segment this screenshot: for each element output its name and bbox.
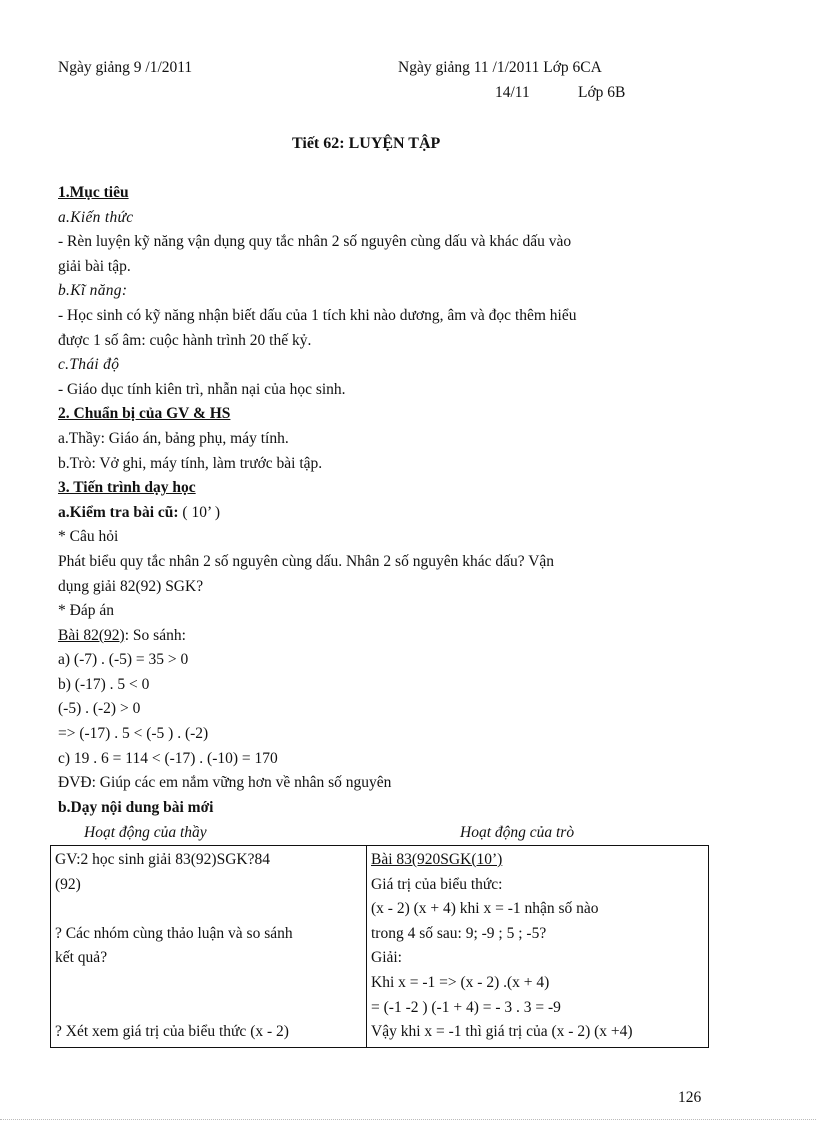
teacher-line [55,897,362,922]
teacher-column-header: Hoạt động của thầy [84,824,207,841]
review-heading-line [58,501,718,526]
new-lesson-heading: b.Dạy nội dung bài mới [58,798,214,816]
teacher-line [55,971,362,996]
footer-divider [0,1119,816,1120]
skills-text-1: - Học sinh có kỹ năng nhận biết dấu của 1 tích khi nào dương, âm và đọc thêm hiểu [58,306,577,324]
student-line: Vậy khi x = -1 thì giá trị của (x - 2) (x +4) [371,1023,633,1041]
knowledge-text-2: giải bài tập. [58,257,131,275]
attitude-label: c.Thái độ [58,356,120,374]
student-activity-cell [367,846,709,1048]
teacher-line: ? Xét xem giá trị của biểu thức (x - 2) [55,1023,289,1041]
question-label: * Câu hỏi [58,528,119,546]
skills-text-2: được 1 số âm: cuộc hành trình 20 thế kỷ. [58,331,312,349]
student-line: trong 4 số sau: 9; -9 ; 5 ; -5? [371,924,547,942]
activity-column-headers [50,821,708,845]
teacher-line: (92) [55,875,81,893]
question-text-2: dụng giải 82(92) SGK? [58,577,204,595]
exercise-line [58,624,718,649]
question-text-1: Phát biểu quy tắc nhân 2 số nguyên cùng dấu. Nhân 2 số nguyên khác dấu? Vận [58,552,555,570]
teacher-line: ? Các nhóm cùng thảo luận và so sánh [55,924,293,942]
exercise-label: Bài 82(92) [58,626,125,644]
second-class: Lớp 6B [578,84,626,101]
work-line-b3: => (-17) . 5 < (-5 ) . (-2) [58,725,209,743]
answer-label: * Đáp án [58,602,114,620]
teacher-line [55,996,362,1021]
knowledge-label: a.Kiến thức [58,208,134,226]
review-heading: a.Kiểm tra bài cũ: [58,503,179,521]
page-number: 126 [678,1089,702,1106]
exercise-rest: : So sánh: [124,626,186,644]
section-1-heading: 1.Mục tiêu [58,184,129,201]
teaching-date-left: Ngày giảng 9 /1/2011 [58,59,193,76]
work-line-b: b) (-17) . 5 < 0 [58,675,150,693]
lesson-title: Tiết 62: LUYỆN TẬP [292,135,441,152]
work-line-a: a) (-7) . (-5) = 35 > 0 [58,651,189,669]
review-time: ( 10’ ) [178,503,221,521]
second-date: 14/11 [495,84,530,101]
student-line: = (-1 -2 ) (-1 + 4) = - 3 . 3 = -9 [371,998,561,1016]
knowledge-text-1: - Rèn luyện kỹ năng vận dụng quy tắc nhân 2 số nguyên cùng dấu và khác dấu vào [58,233,572,251]
student-line: Giá trị của biểu thức: [371,875,503,893]
skills-label: b.Kĩ năng: [58,282,128,300]
table-row [51,846,709,1048]
activity-table [50,845,709,1048]
teacher-activity-cell [51,846,367,1048]
teaching-date-right: Ngày giảng 11 /1/2011 Lớp 6CA [398,59,602,76]
student-line: Giải: [371,949,402,967]
section-3-heading: 3. Tiến trình dạy học [58,479,196,497]
student-line: (x - 2) (x + 4) khi x = -1 nhận số nào [371,900,599,918]
student-line: Khi x = -1 => (x - 2) .(x + 4) [371,973,550,991]
document-body [58,181,718,820]
problem-statement: ĐVĐ: Giúp các em nắm vững hơn về nhân số nguyên [58,774,392,792]
student-preparation: b.Trò: Vở ghi, máy tính, làm trước bài tập. [58,454,323,472]
teacher-line: kết quả? [55,949,108,967]
student-exercise-title: Bài 83(920SGK(10’) [371,851,503,868]
attitude-text: - Giáo dục tính kiên trì, nhẫn nại của học sinh. [58,380,346,398]
work-line-b2: (-5) . (-2) > 0 [58,700,141,718]
work-line-c: c) 19 . 6 = 114 < (-17) . (-10) = 170 [58,749,278,767]
teacher-preparation: a.Thầy: Giáo án, bảng phụ, máy tính. [58,429,289,447]
section-2-heading: 2. Chuẩn bị của GV & HS [58,405,231,423]
teacher-line: GV:2 học sinh giải 83(92)SGK?84 [55,851,270,868]
student-column-header: Hoạt động của trò [460,824,575,841]
